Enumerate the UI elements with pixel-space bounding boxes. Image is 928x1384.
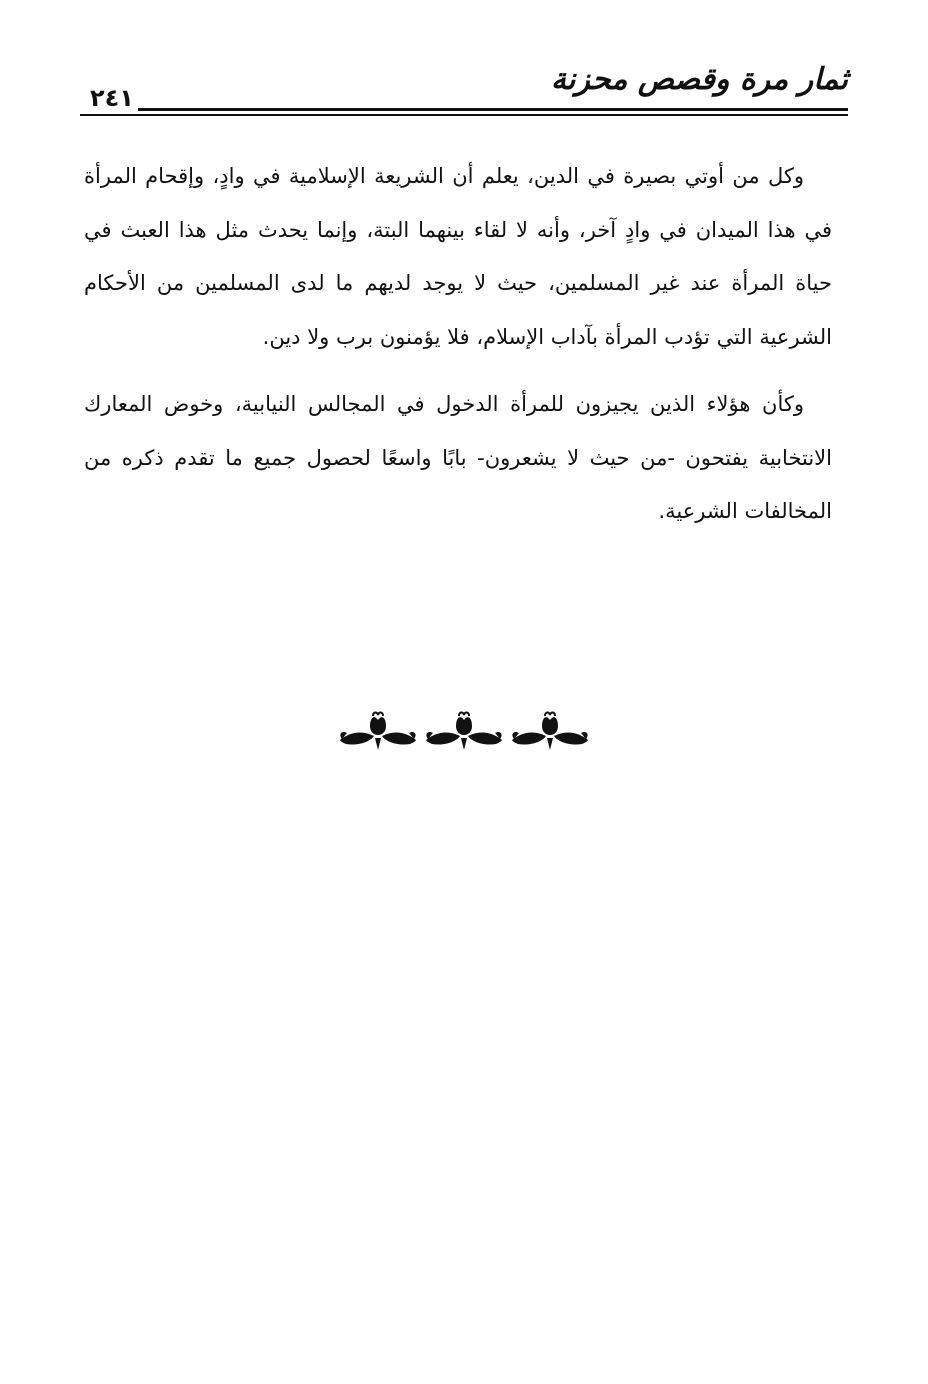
- body-text: [84, 150, 832, 553]
- header-rule-thin: [80, 114, 848, 116]
- paragraph-2: وكأن هؤلاء الذين يجيزون للمرأة الدخول في المجالس النيابية، وخوض المعارك الانتخابية يفتحون -من حيث لا يشعرون- بابًا واسعًا لحصول جميع ما تقدم ذكره من المخالفات الشرعية.: [84, 392, 832, 523]
- header-rule: [138, 108, 848, 111]
- book-title: ثمار مرة وقصص محزنة: [550, 62, 848, 97]
- page-number: ٢٤١: [90, 84, 134, 112]
- paragraph-1: وكل من أوتي بصيرة في الدين، يعلم أن الشريعة الإسلامية في وادٍ، وإقحام المرأة في هذا الميدان في وادٍ آخر، وأنه لا لقاء بينهما البتة، وإنما يحدث مثل هذا العبث في حياة المرأة عند غير المسلمين، حيث لا يوجد لديهم ما لدى المسلمين من الأحكام الشرعية التي تؤدب المرأة بآداب الإسلام، فلا يؤمنون برب ولا دين.: [84, 164, 832, 349]
- page-header: [80, 58, 848, 124]
- floral-ornament-icon: [340, 708, 588, 752]
